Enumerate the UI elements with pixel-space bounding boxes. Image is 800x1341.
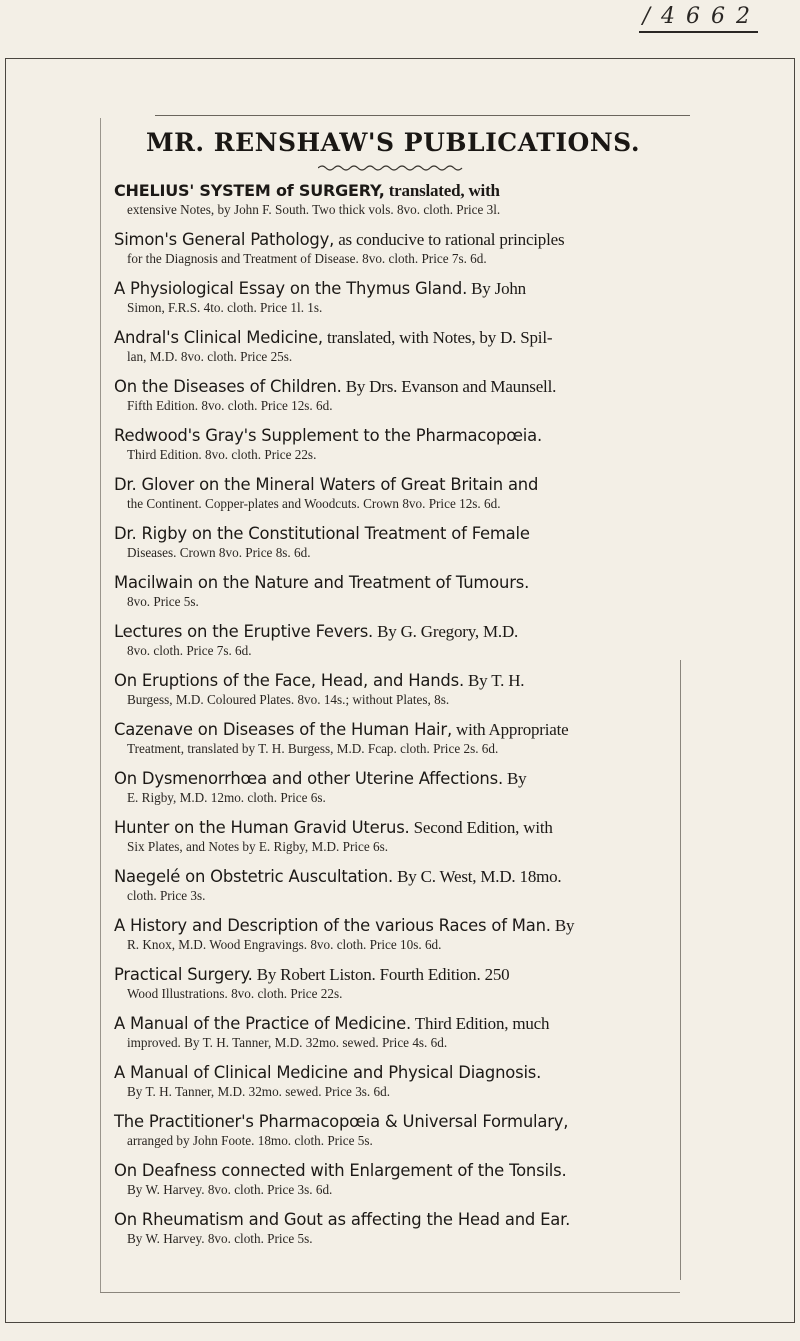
publication-title-continuation: By bbox=[550, 916, 575, 935]
publication-details: Simon, F.R.S. 4to. cloth. Price 1l. 1s. bbox=[127, 300, 323, 315]
publication-title-line bbox=[114, 670, 672, 691]
right-rule bbox=[680, 660, 681, 1280]
publication-title-line bbox=[114, 572, 672, 593]
publication-title-line bbox=[114, 719, 672, 740]
publication-title: Macilwain on the Nature and Treatment of Tumours. bbox=[114, 573, 530, 592]
publication-title-continuation: By John bbox=[467, 279, 526, 298]
publication-title-continuation: with Appropriate bbox=[451, 720, 569, 739]
publication-title: A History and Description of the various Races of Man. bbox=[114, 916, 551, 935]
publication-entry bbox=[114, 1209, 672, 1247]
wavy-ornament bbox=[318, 164, 468, 172]
publication-title-line bbox=[114, 327, 672, 348]
publication-entry bbox=[114, 621, 672, 659]
publication-details: By T. H. Tanner, M.D. 32mo. sewed. Price 3s. 6d. bbox=[127, 1084, 391, 1099]
publication-details: By W. Harvey. 8vo. cloth. Price 3s. 6d. bbox=[127, 1182, 333, 1197]
publication-title-continuation: Third Edition, much bbox=[411, 1014, 550, 1033]
publication-title: On the Diseases of Children. bbox=[114, 377, 342, 396]
page-title: MR. RENSHAW'S PUBLICATIONS. bbox=[145, 128, 641, 157]
bottom-rule bbox=[100, 1292, 680, 1293]
publication-details: extensive Notes, by John F. South. Two thick vols. 8vo. cloth. Price 3l. bbox=[127, 202, 501, 217]
publication-title-line bbox=[114, 180, 672, 201]
publication-title-continuation: Second Edition, with bbox=[409, 818, 553, 837]
publication-title-line bbox=[114, 474, 672, 495]
publication-title-line bbox=[114, 817, 672, 838]
publication-title: Dr. Rigby on the Constitutional Treatment of Female bbox=[114, 524, 530, 543]
publication-title: Dr. Glover on the Mineral Waters of Great Britain and bbox=[114, 475, 539, 494]
publication-title-continuation: By Drs. Evanson and Maunsell. bbox=[341, 377, 557, 396]
publication-entry bbox=[114, 1062, 672, 1100]
publication-title-continuation: By Robert Liston. Fourth Edition. 250 bbox=[252, 965, 510, 984]
publication-title: On Deafness connected with Enlargement of the Tonsils. bbox=[114, 1161, 567, 1180]
publication-title: Naegelé on Obstetric Auscultation. bbox=[114, 867, 394, 886]
publication-entry bbox=[114, 670, 672, 708]
publication-title-line bbox=[114, 964, 672, 985]
publication-title-line bbox=[114, 621, 672, 642]
handwritten-catalogue-number: / 4 6 6 2 bbox=[642, 4, 752, 29]
publication-entry bbox=[114, 474, 672, 512]
publication-details: Treatment, translated by T. H. Burgess, M.D. Fcap. cloth. Price 2s. 6d. bbox=[127, 741, 499, 756]
publication-entry bbox=[114, 768, 672, 806]
publication-entry bbox=[114, 817, 672, 855]
publication-details: Six Plates, and Notes by E. Rigby, M.D. Price 6s. bbox=[127, 839, 389, 854]
publication-details: Third Edition. 8vo. cloth. Price 22s. bbox=[127, 447, 317, 462]
publication-details: improved. By T. H. Tanner, M.D. 32mo. sewed. Price 4s. 6d. bbox=[127, 1035, 448, 1050]
publication-title: Lectures on the Eruptive Fevers. bbox=[114, 622, 374, 641]
publication-details: Diseases. Crown 8vo. Price 8s. 6d. bbox=[127, 545, 311, 560]
publication-entry bbox=[114, 1111, 672, 1149]
publication-details: Burgess, M.D. Coloured Plates. 8vo. 14s.; without Plates, 8s. bbox=[127, 692, 450, 707]
publication-title-continuation: By G. Gregory, M.D. bbox=[373, 622, 519, 641]
publication-title-line bbox=[114, 1013, 672, 1034]
publication-title-line bbox=[114, 915, 672, 936]
publication-title-continuation: as conducive to rational principles bbox=[334, 230, 565, 249]
publication-entry bbox=[114, 719, 672, 757]
publication-title-line bbox=[114, 1062, 672, 1083]
publication-entry bbox=[114, 180, 672, 218]
publication-title-line bbox=[114, 866, 672, 887]
publication-details: By W. Harvey. 8vo. cloth. Price 5s. bbox=[127, 1231, 313, 1246]
publication-title-line bbox=[114, 523, 672, 544]
publication-title-line bbox=[114, 1160, 672, 1181]
publication-title: On Eruptions of the Face, Head, and Hands. bbox=[114, 671, 464, 690]
publication-title-line bbox=[114, 425, 672, 446]
publication-details: cloth. Price 3s. bbox=[127, 888, 206, 903]
publication-title: The Practitioner's Pharmacopœia & Universal Formulary, bbox=[114, 1112, 569, 1131]
publication-details: lan, M.D. 8vo. cloth. Price 25s. bbox=[127, 349, 293, 364]
publication-title: Andral's Clinical Medicine, bbox=[114, 328, 323, 347]
publication-title: CHELIUS' SYSTEM of SURGERY, bbox=[114, 181, 385, 200]
top-rule bbox=[155, 115, 690, 116]
publication-entry bbox=[114, 1013, 672, 1051]
publication-entry bbox=[114, 327, 672, 365]
publication-entry bbox=[114, 278, 672, 316]
publication-entry bbox=[114, 1160, 672, 1198]
publication-entry bbox=[114, 425, 672, 463]
publication-title-continuation: translated, with Notes, by D. Spil- bbox=[322, 328, 553, 347]
publication-title-continuation: By T. H. bbox=[463, 671, 525, 690]
publication-title-continuation: By C. West, M.D. 18mo. bbox=[393, 867, 562, 886]
publication-list bbox=[114, 128, 672, 1258]
publication-entry bbox=[114, 964, 672, 1002]
publication-title: On Rheumatism and Gout as affecting the Head and Ear. bbox=[114, 1210, 571, 1229]
publication-details: Fifth Edition. 8vo. cloth. Price 12s. 6d. bbox=[127, 398, 333, 413]
publication-title-continuation: translated, with bbox=[384, 181, 500, 200]
publication-title-line bbox=[114, 768, 672, 789]
publication-details: 8vo. Price 5s. bbox=[127, 594, 199, 609]
publication-title-line bbox=[114, 278, 672, 299]
publication-title-line bbox=[114, 376, 672, 397]
publication-entry bbox=[114, 915, 672, 953]
publication-details: Wood Illustrations. 8vo. cloth. Price 22s. bbox=[127, 986, 343, 1001]
publication-title: A Manual of the Practice of Medicine. bbox=[114, 1014, 412, 1033]
publication-title-line bbox=[114, 229, 672, 250]
publication-title: Practical Surgery. bbox=[114, 965, 253, 984]
publication-details: for the Diagnosis and Treatment of Disease. 8vo. cloth. Price 7s. 6d. bbox=[127, 251, 487, 266]
publication-entry bbox=[114, 866, 672, 904]
publication-title-line bbox=[114, 1209, 672, 1230]
publication-details: E. Rigby, M.D. 12mo. cloth. Price 6s. bbox=[127, 790, 326, 805]
publication-details: arranged by John Foote. 18mo. cloth. Price 5s. bbox=[127, 1133, 373, 1148]
publication-title: Cazenave on Diseases of the Human Hair, bbox=[114, 720, 452, 739]
publication-entry bbox=[114, 229, 672, 267]
publication-title: A Physiological Essay on the Thymus Gland. bbox=[114, 279, 468, 298]
publication-title-continuation: By bbox=[502, 769, 527, 788]
publication-entry bbox=[114, 523, 672, 561]
publication-title: Simon's General Pathology, bbox=[114, 230, 335, 249]
entries-container bbox=[114, 180, 672, 1247]
publication-details: R. Knox, M.D. Wood Engravings. 8vo. cloth. Price 10s. 6d. bbox=[127, 937, 442, 952]
publication-title: Hunter on the Human Gravid Uterus. bbox=[114, 818, 410, 837]
publication-title: On Dysmenorrhœa and other Uterine Affections. bbox=[114, 769, 503, 788]
left-rule bbox=[100, 118, 101, 1293]
publication-entry bbox=[114, 376, 672, 414]
publication-title-line bbox=[114, 1111, 672, 1132]
publication-details: 8vo. cloth. Price 7s. 6d. bbox=[127, 643, 252, 658]
publication-title: A Manual of Clinical Medicine and Physical Diagnosis. bbox=[114, 1063, 542, 1082]
publication-details: the Continent. Copper-plates and Woodcuts. Crown 8vo. Price 12s. 6d. bbox=[127, 496, 501, 511]
publication-title: Redwood's Gray's Supplement to the Pharmacopœia. bbox=[114, 426, 542, 445]
publication-entry bbox=[114, 572, 672, 610]
